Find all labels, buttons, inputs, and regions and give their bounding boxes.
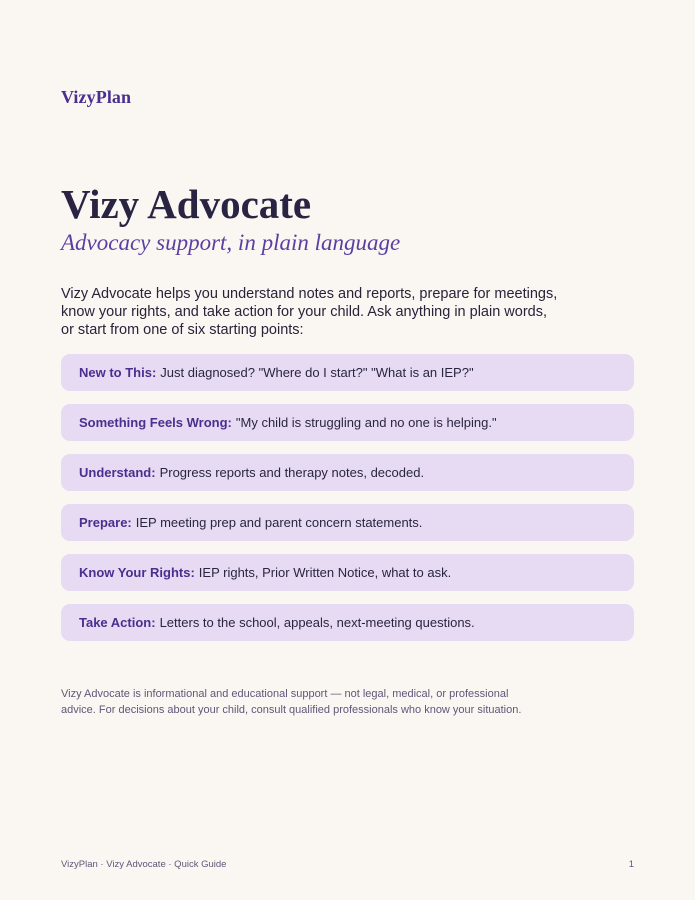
footer-document-info: VizyPlan · Vizy Advocate · Quick Guide (61, 859, 227, 870)
starting-point-label: Prepare: (79, 515, 132, 530)
starting-point-know-your-rights[interactable] (61, 554, 634, 591)
starting-point-understand[interactable] (61, 454, 634, 491)
starting-point-text: Just diagnosed? "Where do I start?" "What is an IEP?" (160, 365, 474, 380)
starting-point-text: Progress reports and therapy notes, decoded. (159, 465, 425, 480)
starting-point-text: IEP meeting prep and parent concern statements. (135, 515, 423, 530)
starting-points-list (61, 354, 634, 654)
starting-point-prepare[interactable] (61, 504, 634, 541)
starting-point-label: Know Your Rights: (79, 565, 195, 580)
starting-point-text: "My child is struggling and no one is helping." (235, 415, 497, 430)
starting-point-label: Understand: (79, 465, 156, 480)
starting-point-new-to-this[interactable] (61, 354, 634, 391)
page-title: Vizy Advocate (61, 181, 312, 227)
starting-point-label: New to This: (79, 365, 157, 380)
footer-page-number: 1 (628, 859, 634, 870)
intro-paragraph: Vizy Advocate helps you understand notes and reports, prepare for meetings, know your rights, and take action for your child. Ask anything in plain words, or start from one of six starting points: (61, 286, 558, 338)
starting-point-label: Take Action: (79, 615, 156, 630)
starting-point-take-action[interactable] (61, 604, 634, 641)
page-subtitle: Advocacy support, in plain language (61, 230, 401, 255)
disclaimer-text: Vizy Advocate is informational and educational support — not legal, medical, or professional advice. For decisions about your child, consult qualified professionals who know your situation. (61, 688, 522, 716)
starting-point-text: IEP rights, Prior Written Notice, what to ask. (198, 565, 452, 580)
brand-logo-text: VizyPlan (61, 87, 132, 107)
starting-point-something-feels-wrong[interactable] (61, 404, 634, 441)
starting-point-label: Something Feels Wrong: (79, 415, 232, 430)
starting-point-text: Letters to the school, appeals, next-meeting questions. (159, 615, 475, 630)
